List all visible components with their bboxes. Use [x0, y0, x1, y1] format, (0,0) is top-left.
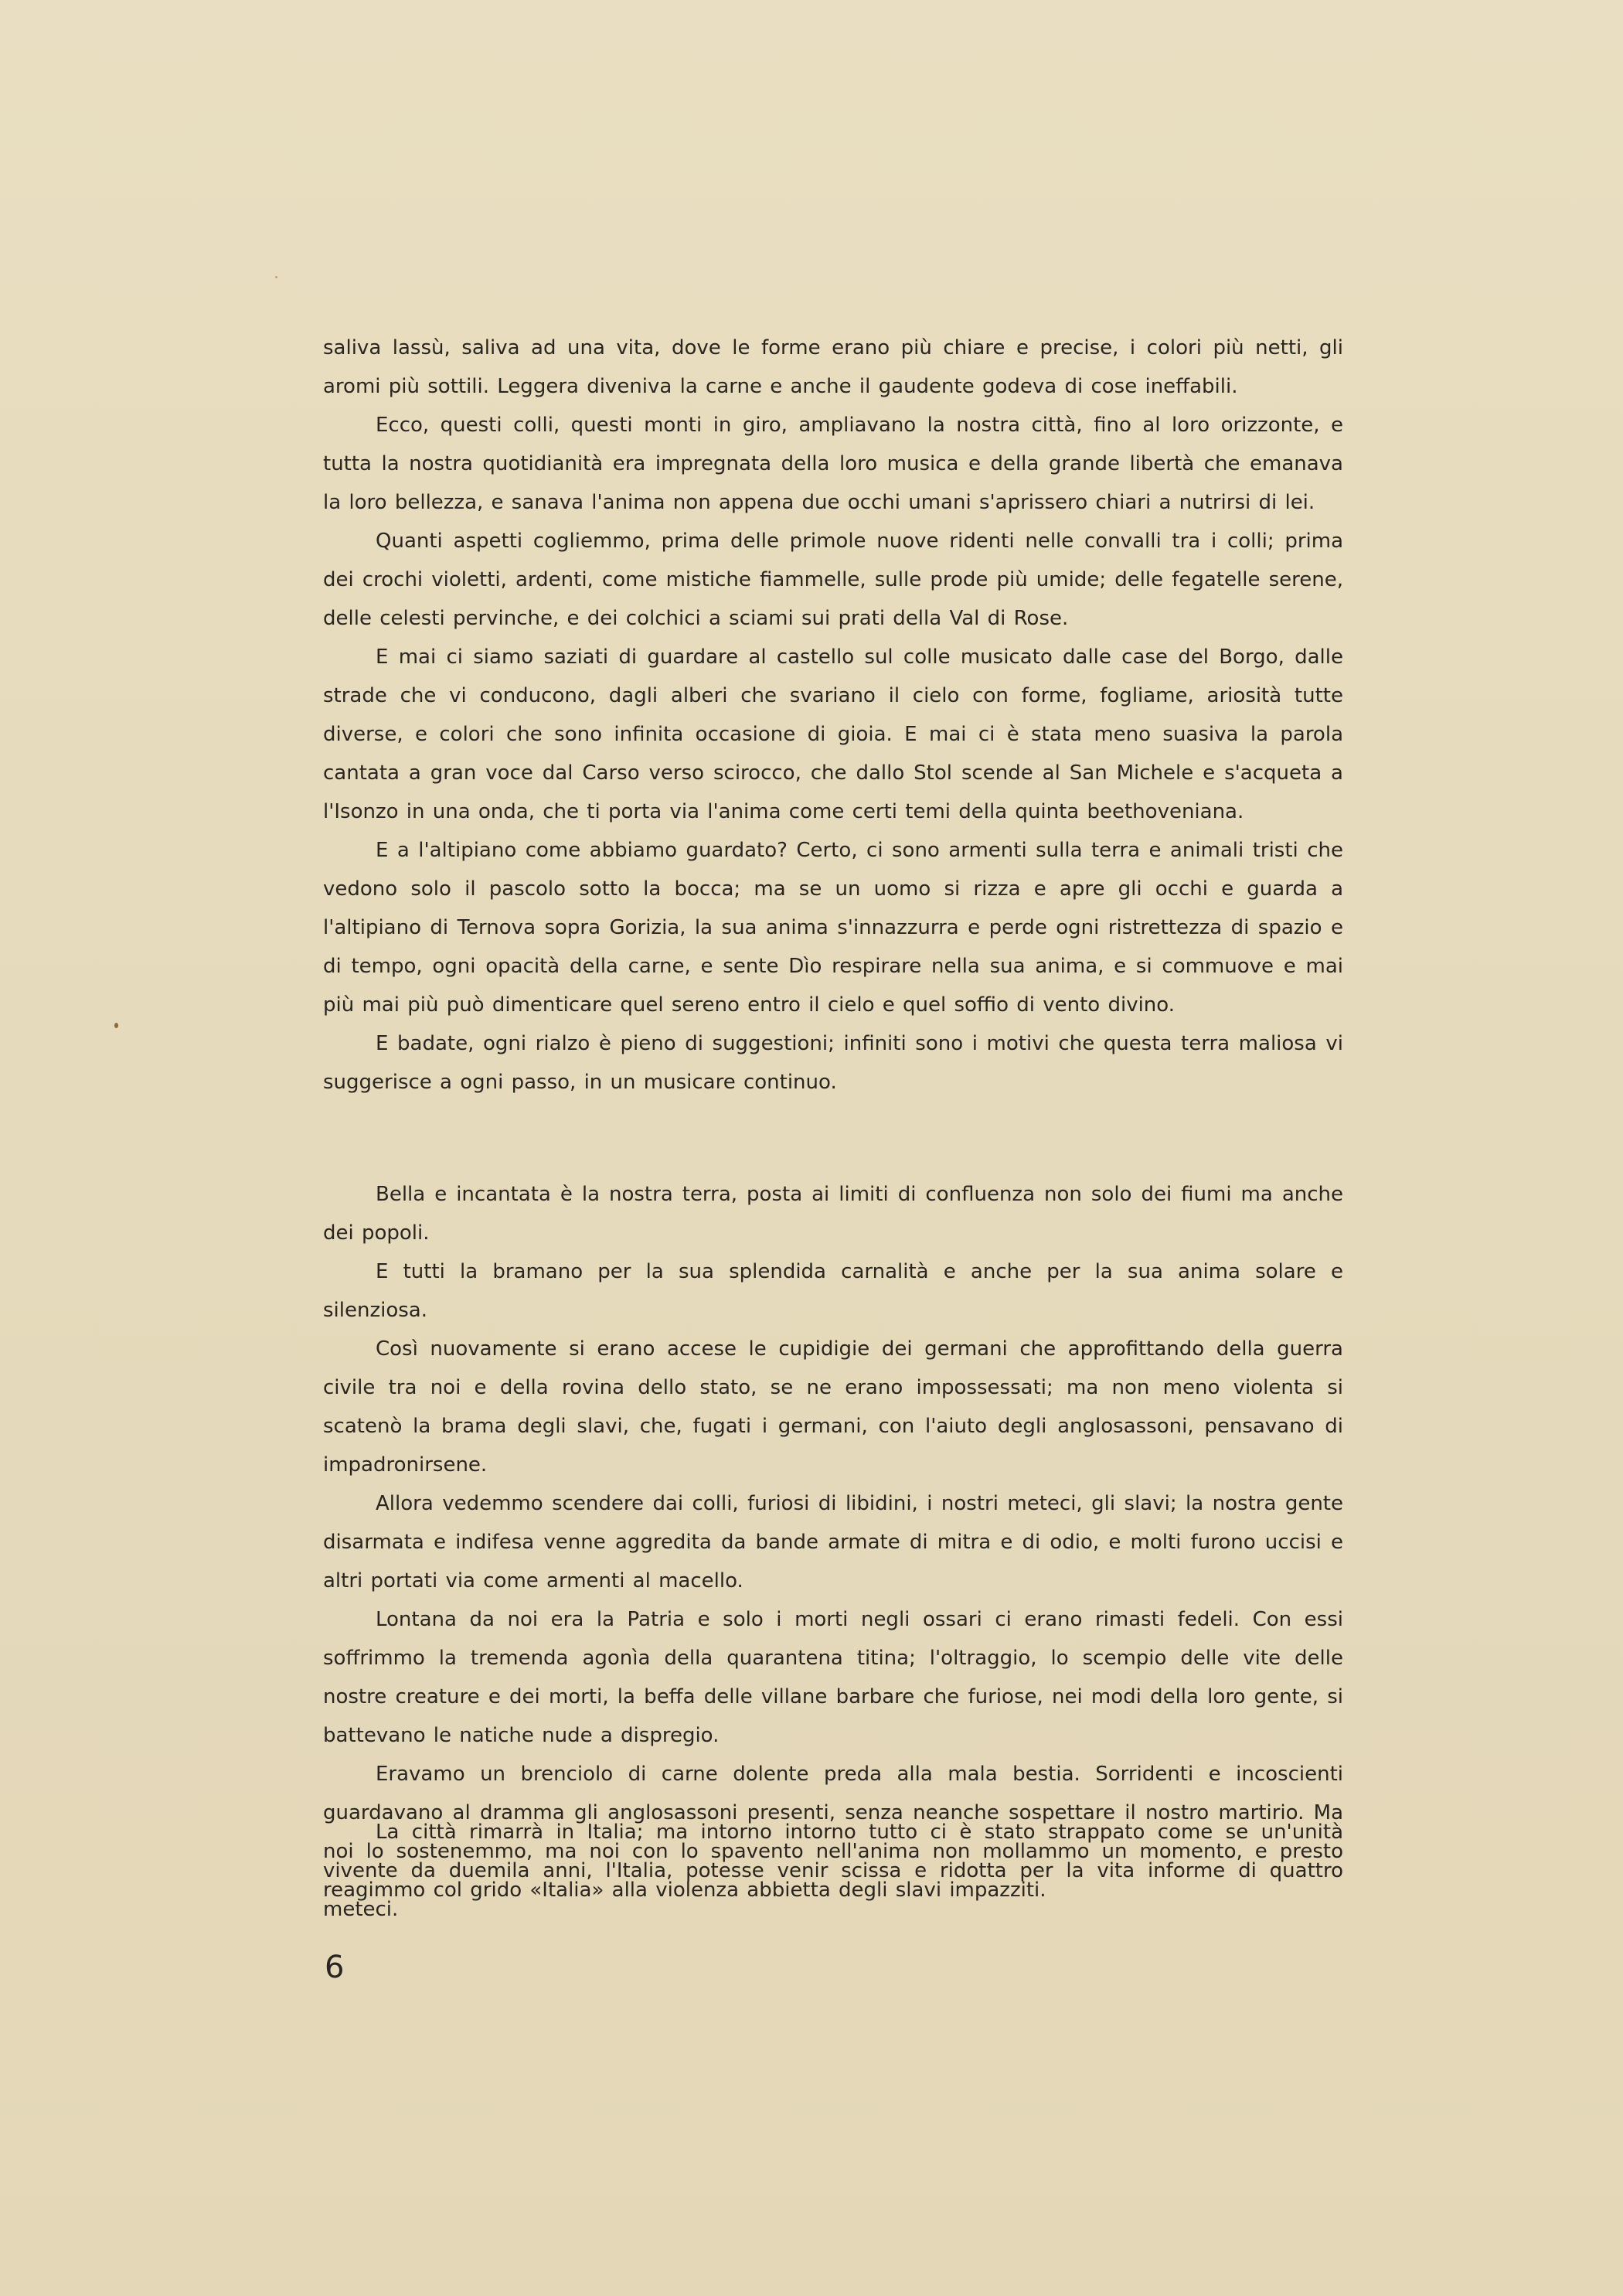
text-section-3 [323, 1813, 1343, 1929]
paragraph: E tutti la bramano per la sua splendida carnalità e anche per la sua anima solare e silenziosa. [323, 1260, 1343, 1322]
paragraph: E badate, ogni rialzo è pieno di suggestioni; infiniti sono i motivi che questa terra maliosa vi suggerisce a ogni passo, in un musicare continuo. [323, 1032, 1343, 1094]
paragraph: Quanti aspetti cogliemmo, prima delle primole nuove ridenti nelle convalli tra i colli; prima dei crochi violetti, ardenti, come mistiche fiammelle, sulle prode più umide; delle fegatelle serene, delle celesti pervinche, e dei colchici a sciami sui prati della Val di Rose. [323, 530, 1343, 630]
paragraph: Ecco, questi colli, questi monti in giro, ampliavano la nostra città, fino al loro orizzonte, e tutta la nostra quotidianità era impregnata della loro musica e della grande libertà che emanava la loro bellezza, e sanava l'anima non appena due occhi umani s'aprissero chiari a nutrirsi di lei. [323, 414, 1343, 514]
paragraph: Lontana da noi era la Patria e solo i morti negli ossari ci erano rimasti fedeli. Con essi soffrimmo la tremenda agonìa della quarantena titina; l'oltraggio, lo scempio delle vite delle nostre creature e dei morti, la beffa delle villane barbare che furiose, nei modi della loro gente, si battevano le natiche nude a dispregio. [323, 1608, 1343, 1747]
paper-speck [275, 276, 277, 278]
paragraph: E a l'altipiano come abbiamo guardato? Certo, ci sono armenti sulla terra e animali tristi che vedono solo il pascolo sotto la bocca; ma se un uomo si rizza e apre gli occhi e guarda a l'altipiano di Ternova sopra Gorizia, la sua anima s'innazzurra e perde ogni ristrettezza di spazio e di tempo, ogni opacità della carne, e sente Dìo respirare nella sua anima, e si commuove e mai più mai più può dimenticare quel sereno entro il cielo e quel soffio di vento divino. [323, 839, 1343, 1017]
paragraph: La città rimarrà in Italia; ma intorno intorno tutto ci è stato strappato come se un'unità vivente da duemila anni, l'Italia, potesse venir scissa e ridotta per la vita informe di quattro meteci. [323, 1821, 1343, 1921]
paper-speck [114, 1023, 118, 1028]
paragraph: Allora vedemmo scendere dai colli, furiosi di libidini, i nostri meteci, gli slavi; la nostra gente disarmata e indifesa venne aggredita da bande armate di mitra e di odio, e molti furono uccisi e altri portati via come armenti al macello. [323, 1492, 1343, 1593]
text-section-1 [323, 329, 1343, 1102]
paragraph: Eravamo un brenciolo di carne dolente preda alla mala bestia. Sorridenti e incoscienti guardavano al dramma gli anglosassoni presenti, senza neanche sospettare il nostro martirio. Ma noi lo sostenemmo, ma noi con lo spavento nell'anima non mollammo un momento, e presto reagimmo col grido «Italia» alla violenza abbietta degli slavi impazziti. [323, 1763, 1343, 1902]
paragraph: saliva lassù, saliva ad una vita, dove le forme erano più chiare e precise, i colori più netti, gli aromi più sottili. Leggera diveniva la carne e anche il gaudente godeva di cose ineffabili. [323, 336, 1343, 398]
paragraph: Bella e incantata è la nostra terra, posta ai limiti di confluenza non solo dei fiumi ma anche dei popoli. [323, 1183, 1343, 1245]
paragraph: Così nuovamente si erano accese le cupidigie dei germani che approfittando della guerra civile tra noi e della rovina dello stato, se ne erano impossessati; ma non meno violenta si scatenò la brama degli slavi, che, fugati i germani, con l'aiuto degli anglosassoni, pensavano di impadronirsene. [323, 1337, 1343, 1477]
paragraph: E mai ci siamo saziati di guardare al castello sul colle musicato dalle case del Borgo, dalle strade che vi conducono, dagli alberi che svariano il cielo con forme, fogliame, ariosità tutte diverse, e colori che sono infinita occasione di gioia. E mai ci è stata meno suasiva la parola cantata a gran voce dal Carso verso scirocco, che dallo Stol scende al San Michele e s'acqueta a l'Isonzo in una onda, che ti porta via l'anima come certi temi della quinta beethoveniana. [323, 646, 1343, 823]
page-number: 6 [325, 1950, 345, 1985]
text-section-2 [323, 1175, 1343, 1909]
